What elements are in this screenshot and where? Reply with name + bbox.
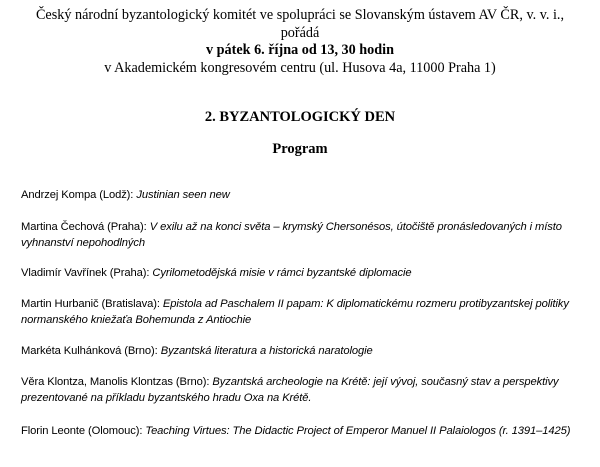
- program-item: [21, 297, 585, 328]
- speaker: Vladimír Vavřínek (Praha):: [21, 267, 150, 279]
- talk-title: Byzantská archeologie na Krétě: její vývoj, současný stav a perspektivy prezentované na příkladu byzantského hradu Oxa na Krétě.: [21, 376, 559, 404]
- speaker: Markéta Kulhánková (Brno):: [21, 345, 158, 357]
- talk-title: Justinian seen new: [136, 189, 230, 201]
- talk-title: Epistola ad Paschalem II papam: K diplomatickému rozmeru protibyzantskej politiky normanského kniežaťa Bohemunda z Antiochie: [21, 298, 569, 326]
- organizer-line: Český národní byzantologický komitét ve spolupráci se Slovanským ústavem AV ČR, v. v. i.,: [35, 7, 565, 23]
- program-item: [21, 220, 585, 251]
- speaker: Věra Klontza, Manolis Klontzas (Brno):: [21, 376, 210, 388]
- talk-title: Teaching Virtues: The Didactic Project of Emperor Manuel II Palaiologos (r. 1391–1425): [145, 425, 571, 437]
- program-item: [21, 424, 585, 440]
- invitation-header: [0, 7, 600, 77]
- program-item: [21, 188, 585, 204]
- speaker: Martin Hurbanič (Bratislava):: [21, 298, 160, 310]
- talk-title: Cyrilometodějská misie v rámci byzantské diplomacie: [152, 267, 412, 279]
- program-item: [21, 344, 585, 360]
- organizes-line: pořádá: [280, 24, 320, 41]
- program-heading: Program: [272, 141, 328, 157]
- venue-line: v Akademickém kongresovém centru (ul. Husova 4a, 11000 Praha 1): [104, 59, 496, 76]
- date-time-line: v pátek 6. října od 13, 30 hodin: [205, 42, 395, 58]
- speaker: Florin Leonte (Olomouc):: [21, 425, 143, 437]
- event-title: 2. BYZANTOLOGICKÝ DEN: [204, 109, 396, 125]
- speaker: Andrzej Kompa (Lodž):: [21, 189, 134, 201]
- program-item: [21, 375, 585, 406]
- talk-title: Byzantská literatura a historická naratologie: [160, 345, 373, 357]
- speaker: Martina Čechová (Praha):: [21, 221, 147, 233]
- program-item: [21, 266, 585, 282]
- talk-title: V exilu až na konci světa – krymský Chersonésos, útočiště pronásledovaných i místo vyhnanství nepohodlných: [21, 221, 562, 249]
